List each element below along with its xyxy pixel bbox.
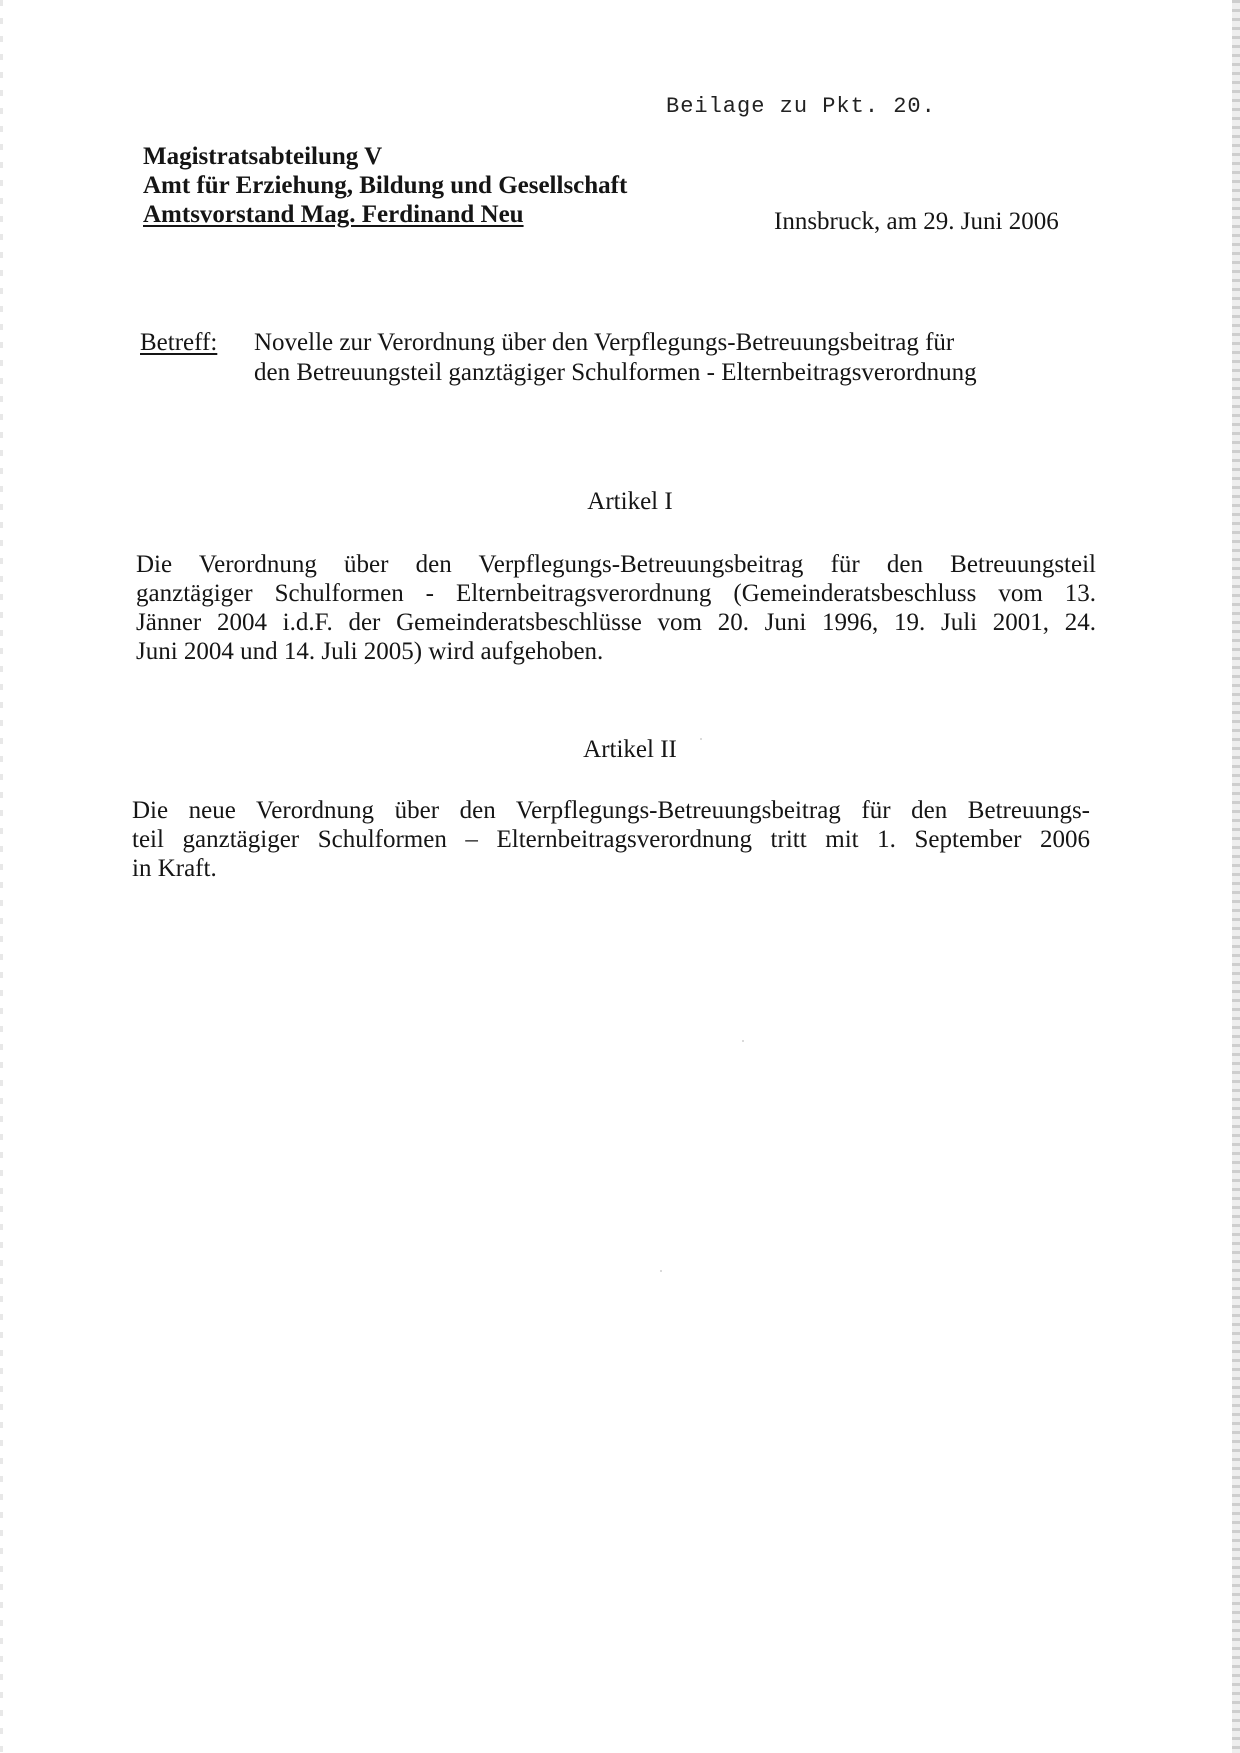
scan-edge-right <box>1232 0 1240 1753</box>
department-header <box>143 142 627 229</box>
department-name: Magistratsabteilung V <box>143 143 383 170</box>
scan-speck <box>700 738 702 740</box>
article-1-line: Juni 2004 und 14. Juli 2005) wird aufgehoben. <box>136 638 604 665</box>
subject-line: Novelle zur Verordnung über den Verpflegungs-Betreuungsbeitrag für <box>254 329 955 356</box>
article-1-heading: Artikel I <box>587 488 673 515</box>
article-1-line: ganztägiger Schulformen - Elternbeitragsverordnung (Gemeinderatsbeschluss vom 13. <box>136 580 1096 607</box>
article-2-line: in Kraft. <box>132 855 217 882</box>
attachment-note: Beilage zu Pkt. 20. <box>666 94 936 119</box>
article-2-body <box>132 796 1090 883</box>
scan-speck <box>742 1040 744 1042</box>
office-name: Amt für Erziehung, Bildung und Gesellschaft <box>143 172 628 199</box>
article-1-line: Die Verordnung über den Verpflegungs-Betreuungsbeitrag für den Betreuungsteil <box>136 551 1096 578</box>
scan-edge-left <box>0 0 3 1753</box>
article-1-line: Jänner 2004 i.d.F. der Gemeinderatsbeschlüsse vom 20. Juni 1996, 19. Juli 2001, 24. <box>136 609 1096 636</box>
subject-label: Betreff: <box>140 329 218 356</box>
article-2-line: teil ganztägiger Schulformen – Elternbeitragsverordnung tritt mit 1. September 2006 <box>132 826 1090 853</box>
subject-text <box>254 328 1094 388</box>
article-2-line: Die neue Verordnung über den Verpflegungs-Betreuungsbeitrag für den Betreuungs- <box>132 797 1090 824</box>
subject-line: den Betreuungsteil ganztägiger Schulformen - Elternbeitragsverordnung <box>254 359 977 386</box>
article-1-body <box>136 550 1096 666</box>
place-date: Innsbruck, am 29. Juni 2006 <box>774 208 1059 235</box>
scan-speck <box>660 1270 662 1272</box>
article-2-heading: Artikel II <box>583 736 677 763</box>
office-head: Amtsvorstand Mag. Ferdinand Neu <box>143 201 524 228</box>
